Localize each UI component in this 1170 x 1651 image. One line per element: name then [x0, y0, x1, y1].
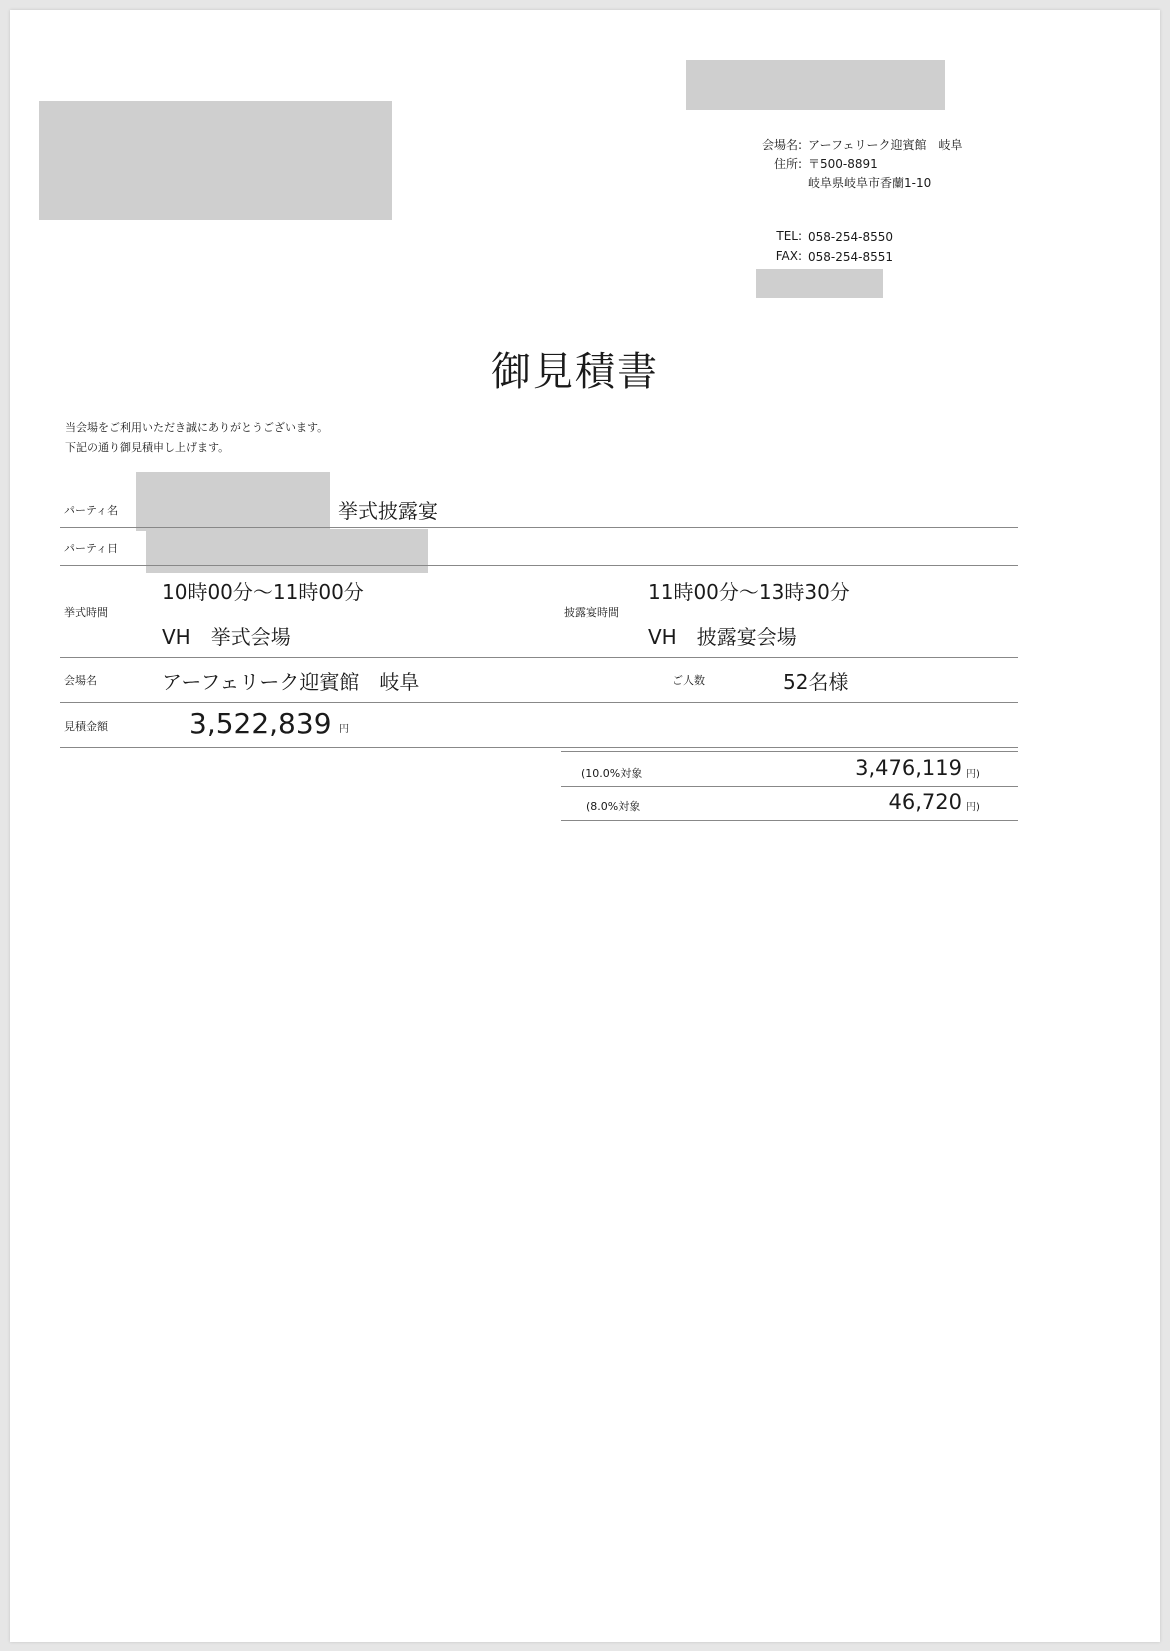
- tax-row-label: (8.0%対象: [586, 800, 641, 813]
- row-divider: [60, 702, 1018, 703]
- row-divider: [60, 657, 1018, 658]
- party-date-label: パーティ日: [64, 542, 119, 555]
- row-divider: [60, 527, 1018, 528]
- estimate-unit: 円: [339, 724, 349, 735]
- redacted-staff: [756, 269, 883, 298]
- reception-place: VH 披露宴会場: [648, 625, 797, 649]
- tax-row-amount: 3,476,119: [855, 756, 962, 780]
- party-name-label: パーティ名: [64, 504, 119, 517]
- tax-row-label: (10.0%対象: [581, 767, 643, 780]
- fax-number: 058-254-8551: [808, 250, 894, 264]
- document-title: [10, 340, 1160, 397]
- fax-label: FAX:: [775, 249, 802, 263]
- address-label: 住所:: [773, 157, 802, 171]
- venue-info-label: 会場名:: [761, 138, 802, 152]
- document-title-text: 御見積書: [491, 349, 659, 395]
- tax-row-amount: 46,720: [888, 790, 962, 814]
- tax-row-unit: 円): [966, 769, 980, 780]
- venue-info-name: アーフェリーク迎賓館 岐阜: [808, 138, 963, 152]
- redacted-party-name: [136, 472, 330, 531]
- ceremony-time-label: 挙式時間: [64, 606, 108, 619]
- venue-name-label: 会場名: [64, 674, 97, 687]
- greeting-line-2: 下記の通り御見積申し上げます。: [65, 441, 230, 454]
- address: 岐阜県岐阜市香蘭1-10: [808, 176, 932, 190]
- venue-name-value: アーフェリーク迎賓館 岐阜: [162, 670, 420, 694]
- tax-table-top-line: [561, 751, 1018, 752]
- row-divider: [60, 747, 1018, 748]
- tel-number: 058-254-8550: [808, 230, 894, 244]
- estimate-label: 見積金額: [64, 720, 108, 733]
- reception-time-label: 披露宴時間: [564, 606, 619, 619]
- row-divider: [60, 565, 1018, 566]
- estimate-document: [10, 10, 1160, 1642]
- redacted-company-logo: [686, 60, 945, 110]
- postal-code: 〒500-8891: [808, 157, 878, 171]
- tel-label: TEL:: [776, 229, 802, 243]
- tax-row-unit: 円): [966, 802, 980, 813]
- redacted-recipient: [39, 101, 392, 220]
- reception-time: 11時00分～13時30分: [648, 580, 850, 604]
- guests-label: ご人数: [672, 674, 705, 687]
- row-divider: [561, 820, 1018, 821]
- ceremony-place: VH 挙式会場: [162, 625, 291, 649]
- ceremony-time: 10時00分～11時00分: [162, 580, 364, 604]
- party-name-suffix: 挙式披露宴: [338, 499, 438, 523]
- row-divider: [561, 786, 1018, 787]
- redacted-party-date: [146, 529, 428, 573]
- estimate-amount: 3,522,839: [189, 707, 332, 740]
- greeting-line-1: 当会場をご利用いただき誠にありがとうございます。: [65, 421, 329, 434]
- guests-value: 52名様: [783, 670, 849, 694]
